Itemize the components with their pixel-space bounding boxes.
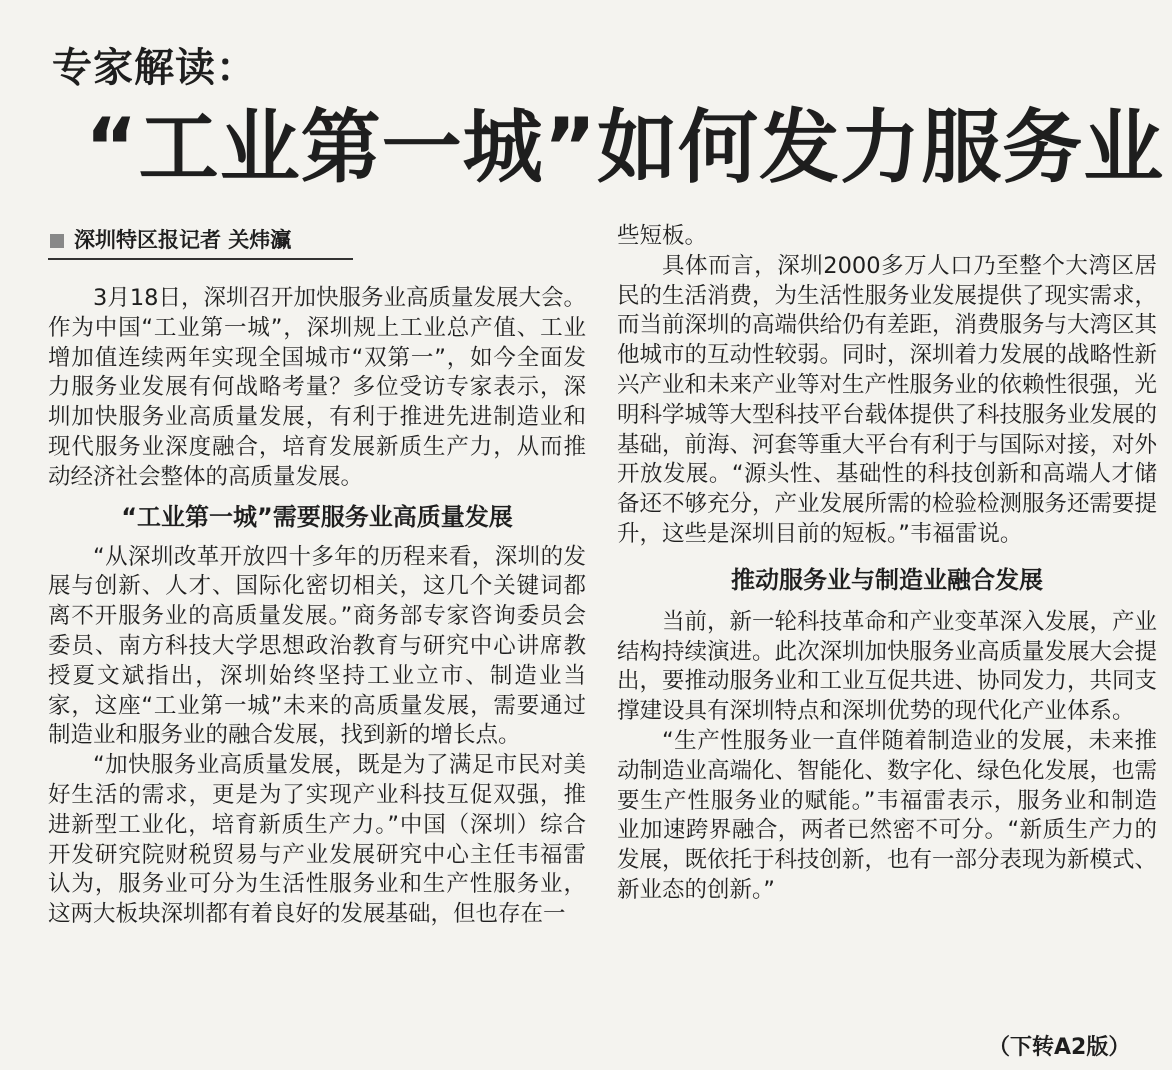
- continued-note: （下转A2版）: [988, 1035, 1131, 1060]
- paragraph-4: 当前，新一轮科技革命和产业变革深入发展，产业结构持续演进。此次深圳加快服务业高质量发展大会提出，要推动服务业和工业互促共进、协同发力，共同支撑建设具有深圳特点和深圳优势的现代化产业体系。: [617, 608, 1158, 725]
- byline: [48, 224, 353, 260]
- subheading-1: “工业第一城”需要服务业高质量发展: [121, 502, 513, 531]
- paragraph-intro: 3月18日，深圳召开加快服务业高质量发展大会。作为中国“工业第一城”，深圳规上工业总产值、工业增加值连续两年实现全国城市“双第一”，如今全面发力服务业发展有何战略考量？多位受访专家表示，深圳加快服务业高质量发展，有利于推进先进制造业和现代服务业深度融合，培育发展新质生产力，从而推动经济社会整体的高质量发展。: [48, 285, 586, 490]
- article-column-right: [617, 222, 1157, 906]
- byline-text: 深圳特区报记者 关炜灜: [74, 228, 292, 252]
- paragraph-2: “加快服务业高质量发展，既是为了满足市民对美好生活的需求，更是为了实现产业科技互促双强，推进新型工业化，培育新质生产力。”中国（深圳）综合开发研究院财税贸易与产业发展研究中心主任韦福雷认为，服务业可分为生活性服务业和生产性服务业，这两大板块深圳都有着良好的发展基础，但也存在一: [48, 752, 586, 928]
- paragraph-1: “从深圳改革开放四十多年的历程来看，深圳的发展与创新、人才、国际化密切相关，这几个关键词都离不开服务业的高质量发展。”商务部专家咨询委员会委员、南方科技大学思想政治教育与研究中心讲席教授夏文斌指出，深圳始终坚持工业立市、制造业当家，这座“工业第一城”未来的高质量发展，需要通过制造业和服务业的融合发展，找到新的增长点。: [48, 543, 586, 749]
- subheading-2: 推动服务业与制造业融合发展: [731, 565, 1043, 594]
- paragraph-2-continued: 些短板。: [617, 223, 708, 249]
- paragraph-5: “生产性服务业一直伴随着制造业的发展，未来推动制造业高端化、智能化、数字化、绿色化发展，也需要生产性服务业的赋能。”韦福雷表示，服务业和制造业加速跨界融合，两者已然密不可分。“新质生产力的发展，既依托于科技创新，也有一部分表现为新模式、新业态的创新。”: [617, 727, 1158, 903]
- byline-square-icon: [50, 234, 64, 248]
- kicker-label: 专家解读：: [52, 45, 257, 91]
- paragraph-3: 具体而言，深圳2000多万人口乃至整个大湾区居民的生活消费，为生活性服务业发展提供了现实需求，而当前深圳的高端供给仍有差距，消费服务与大湾区其他城市的互动性较弱。同时，深圳着力发展的战略性新兴产业和未来产业等对生产性服务业的依赖性很强，光明科学城等大型科技平台载体提供了科技服务业发展的基础，前海、河套等重大平台有利于与国际对接，对外开放发展。“源头性、基础性的科技创新和高端人才储备还不够充分，产业发展所需的检验检测服务还需要提升，这些是深圳目前的短板。”韦福雷说。: [617, 252, 1158, 547]
- headline: “工业第一城”如何发力服务业: [85, 101, 1165, 194]
- article-column-left: [48, 284, 586, 930]
